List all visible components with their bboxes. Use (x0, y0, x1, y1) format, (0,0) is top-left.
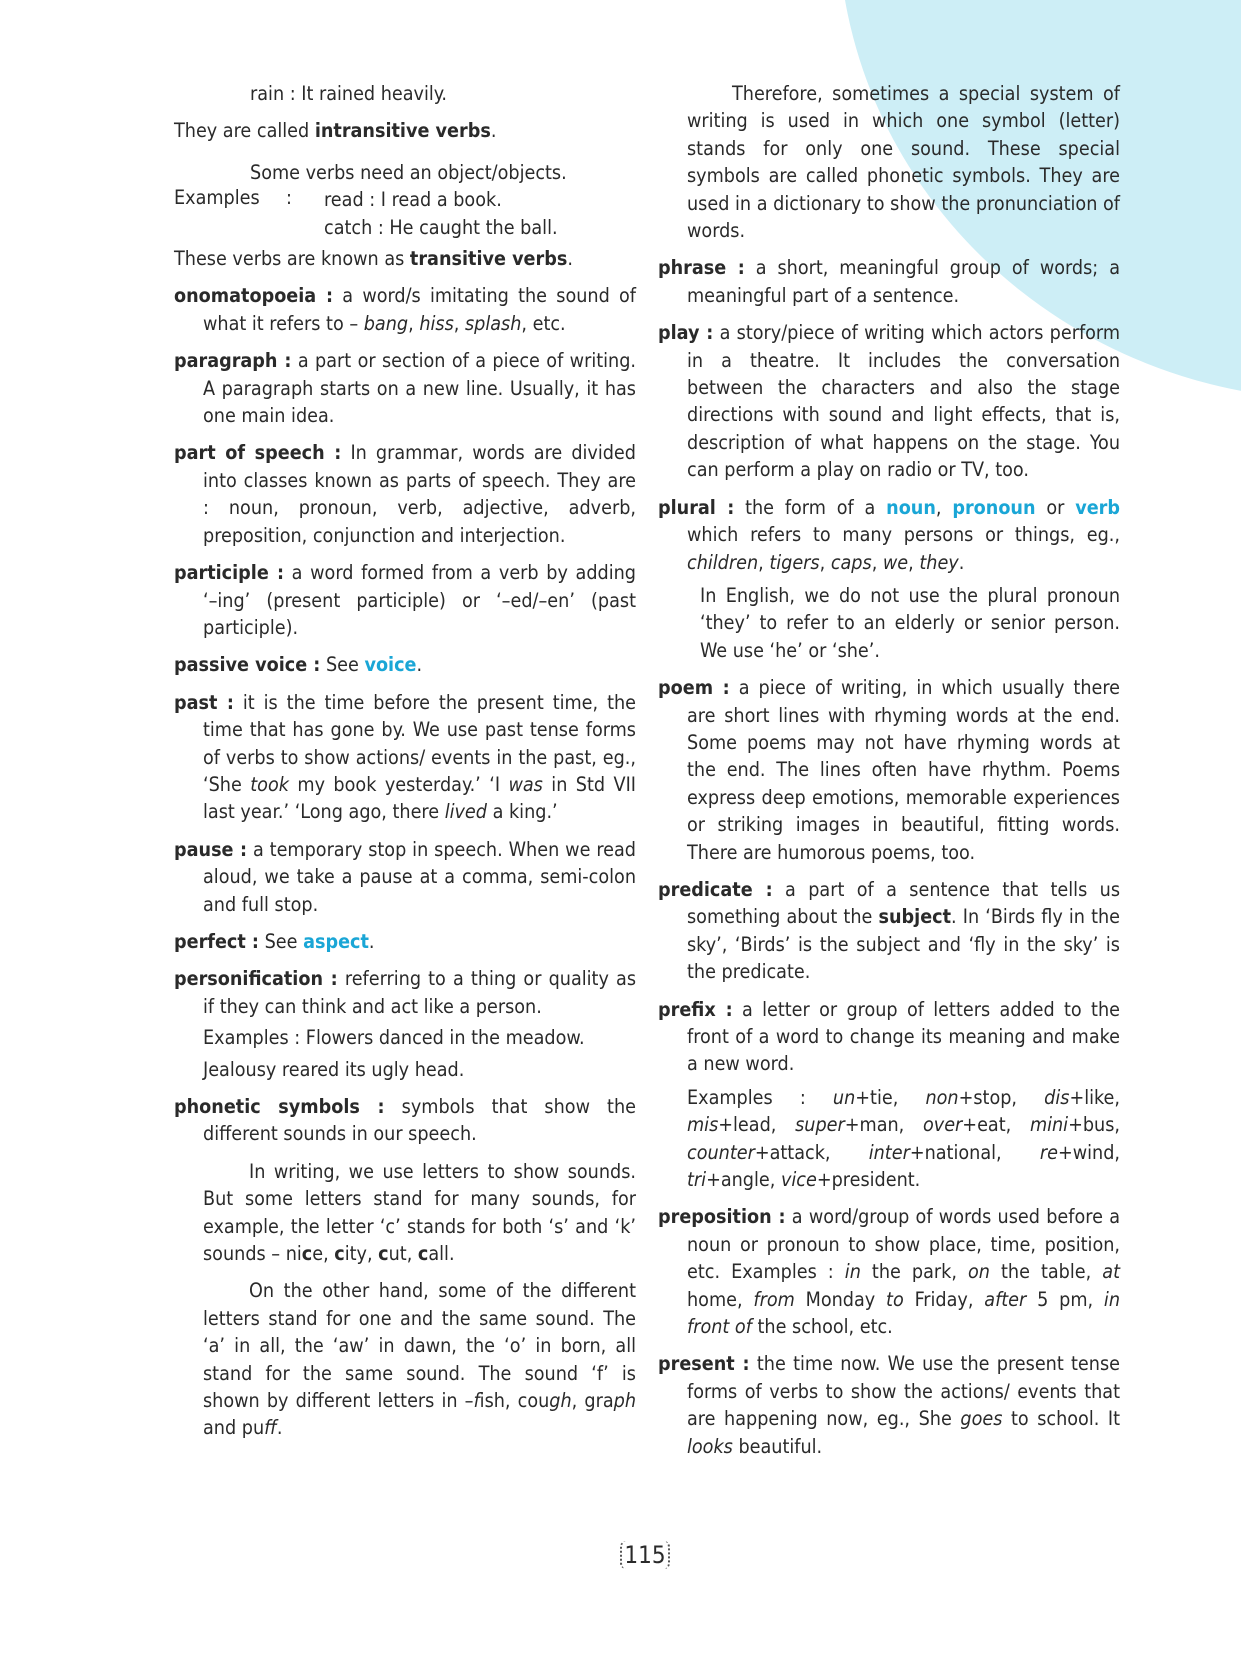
entry-personification: personification : referring to a thing or quality as if they can think and act like a person. (174, 967, 636, 1018)
entry-past: past : it is the time before the present time, the time that has gone by. We use past tense forms of verbs to show actions/ events in the past, eg., ‘She took my book yesterday.’ ‘I was in Std VII last year.’ ‘Long ago, there lived a king.’ (174, 690, 636, 824)
example-read: read : I read a book. (324, 188, 502, 212)
plural-note: In English, we do not use the plural pronoun ‘they’ to refer to an elderly or senior person. We use ‘he’ or ‘she’. (700, 583, 1120, 662)
entry-predicate: predicate : a part of a sentence that tells us something about the subject. In ‘Birds fly in the sky’, ‘Birds’ is the subject and ‘fly in the sky’ is the predicate. (658, 877, 1121, 984)
right-column (658, 80, 1120, 1470)
cross-ref-noun[interactable]: noun (886, 495, 936, 519)
left-column (174, 80, 636, 1452)
prefix-examples: Examples : un+tie, non+stop, dis+like, mis+lead, super+man, over+eat, mini+bus, counter+attack, inter+national, re+wind, tri+angle, vice+president. (687, 1085, 1121, 1192)
cross-ref-verb[interactable]: verb (1075, 495, 1120, 519)
entry-phrase: phrase : a short, meaningful group of words; a meaningful part of a sentence. (658, 256, 1121, 307)
entry-part-of-speech: part of speech : In grammar, words are divided into classes known as parts of speech. They are : noun, pronoun, verb, adjective, adverb, preposition, conjunction and interjection. (174, 441, 636, 547)
entry-pause: pause : a temporary stop in speech. When we read aloud, we take a pause at a comma, semi-colon and full stop. (174, 837, 637, 916)
transitive-examples: Examples : read : I read a book. catch : He caught the ball. (174, 186, 636, 241)
entry-paragraph: paragraph : a part or section of a piece of writing. A paragraph starts on a new line. Usually, it has one main idea. (174, 349, 636, 428)
some-verbs-line: Some verbs need an object/objects. (250, 160, 567, 184)
intransitive-line: They are called intransitive verbs. (174, 119, 497, 143)
intransitive-term: intransitive verbs (314, 119, 491, 143)
entry-prefix: prefix : a letter or group of letters added to the front of a word to change its meaning and make a new word. (658, 997, 1120, 1076)
entry-perfect: perfect : See aspect. (174, 929, 375, 953)
phonetic-paragraph-2: On the other hand, some of the different letters stand for one and the same sound. The ‘a’ in all, the ‘aw’ in dawn, the ‘o’ in born, all stand for the same sound. The sound ‘f’ is shown by different letters in –fish, cough, graph and puff. (203, 1279, 636, 1440)
transitive-term: transitive verbs (409, 247, 568, 271)
entry-present: present : the time now. We use the present tense forms of verbs to show the actions/ events that are happening now, eg., She goes to school. It looks beautiful. (658, 1352, 1120, 1458)
entry-play: play : a story/piece of writing which actors perform in a theatre. It includes the conversation between the characters and also the stage directions with sound and light effects, that is, description of what happens on the stage. You can perform a play on radio or TV, too. (658, 321, 1120, 482)
entry-participle: participle : a word formed from a verb by adding ‘–ing’ (present participle) or ‘–ed/–en’ (past participle). (174, 561, 636, 639)
entry-plural: plural : the form of a noun, pronoun or verb which refers to many persons or things, eg., children, tigers, caps, we, they. (658, 495, 1120, 574)
entry-passive-voice: passive voice : See voice. (174, 653, 423, 677)
entry-poem: poem : a piece of writing, in which usually there are short lines with rhyming words at the end. Some poems may not have rhyming words at the end. The lines often have rhythm. Poems express deep emotions, memorable experiences or striking images in beautiful, fitting words. There are humorous poems, too. (658, 676, 1120, 864)
cross-ref-voice[interactable]: voice (364, 653, 417, 677)
rain-example: rain : It rained heavily. (250, 82, 447, 105)
phonetic-paragraph-1: In writing, we use letters to show sounds. But some letters stand for many sounds, for example, the letter ‘c’ stands for both ‘s’ and ‘k’ sounds – nice, city, cut, call. (203, 1159, 636, 1266)
cross-ref-aspect[interactable]: aspect (303, 929, 369, 953)
transitive-line: These verbs are known as transitive verbs. (174, 247, 573, 271)
phonetic-paragraph-3: Therefore, sometimes a special system of writing is used in which one symbol (letter) stands for only one sound. These special symbols are called phonetic symbols. They are used in a dictionary to show the pronunciation of words. (687, 82, 1120, 243)
personification-example-2: Jealousy reared its ugly head. (203, 1057, 465, 1081)
example-catch: catch : He caught the ball. (324, 215, 558, 239)
examples-label: Examples (174, 186, 260, 210)
personification-example-1: Examples : Flowers danced in the meadow. (203, 1026, 585, 1050)
cross-ref-pronoun[interactable]: pronoun (952, 495, 1036, 519)
entry-preposition: preposition : a word/group of words used before a noun or pronoun to show place, time, position, etc. Examples : in the park, on the table, at home, from Monday to Friday, after 5 pm, in front of the school, etc. (658, 1205, 1120, 1339)
page-number: 115 (620, 1541, 670, 1569)
entry-phonetic-symbols: phonetic symbols : symbols that show the different sounds in our speech. (174, 1095, 636, 1146)
entry-onomatopoeia: onomatopoeia : a word/s imitating the sound of what it refers to – bang, hiss, splash, etc. (174, 284, 636, 335)
